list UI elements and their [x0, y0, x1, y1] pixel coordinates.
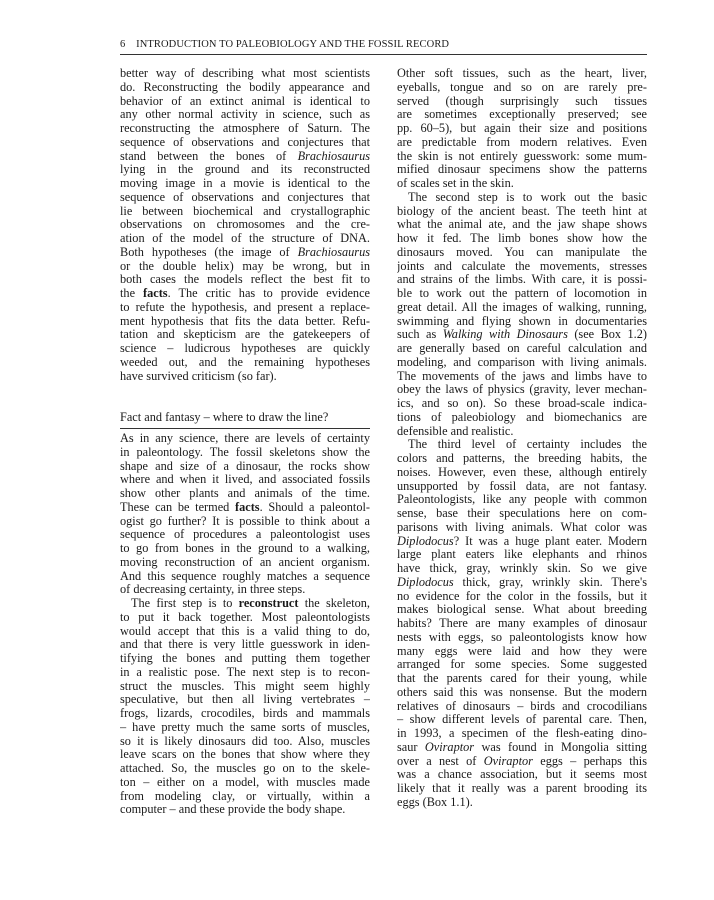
text-line: eggs (Box 1.1). — [397, 795, 473, 809]
text-line: ton – either on a model, with muscles made — [120, 775, 370, 789]
text-line: or the double helix) may be wrong, but in — [120, 259, 370, 273]
text-line: would accept that this is a valid thing to do, — [120, 624, 370, 638]
text-line: saur Oviraptor was found in Mongolia sitting — [397, 740, 647, 754]
text-line: that the parents cared for their young, while — [397, 672, 647, 685]
text-line: speculative, but then all living vertebrates – — [120, 693, 370, 707]
text-line: in paleontology. The fossil skeletons show the — [120, 445, 370, 459]
text-line: ation of the model of the structure of DNA. — [120, 232, 370, 245]
text-line: in 1993, a specimen of the flesh-eating dino- — [397, 727, 647, 740]
text-line: have thick, gray, wrinkly skin. So we give — [397, 562, 647, 575]
text-line: sequence of procedures a paleontologist uses — [120, 528, 370, 542]
right-paragraphs — [397, 67, 647, 810]
text-line: nests with eggs, so paleontologists know how — [397, 630, 647, 644]
text-line: tation and skepticism are the gatekeepers of — [120, 328, 370, 342]
text-line: sense, base their speculations here on com- — [397, 507, 647, 520]
text-line: arranged for some species. Some suggested — [397, 658, 647, 672]
text-line: both cases the models reflect the best fit to — [120, 273, 370, 287]
text-line: frogs, lizards, crocodiles, birds and mammals — [120, 707, 370, 720]
text-line: do. Reconstructing the bodily appearance and — [120, 80, 370, 94]
text-line: show other plants and animals of the time. — [120, 487, 370, 500]
text-line: and that there is very little guesswork in iden- — [120, 638, 370, 652]
text-line: behavior of an extinct animal is identical to — [120, 94, 370, 108]
text-line: As in any science, there are levels of certainty — [120, 432, 370, 445]
text-line: lie between biochemical and crystallographic — [120, 204, 370, 218]
text-line: And this sequence roughly matches a sequence — [120, 569, 370, 583]
text-line: colors and patterns, the breeding habits, the — [397, 452, 647, 465]
text-line: the skin is not entirely guesswork: some mum- — [397, 149, 647, 163]
text-line: The first step is to reconstruct the skeleton, — [131, 597, 370, 610]
text-line: tifying the bones and putting them together — [120, 652, 370, 665]
section-heading: Fact and fantasy – where to draw the line? — [120, 411, 370, 429]
text-line: to put it back together. Most paleontologists — [120, 610, 370, 624]
text-line: such as Walking with Dinosaurs (see Box 1.2) — [397, 328, 647, 342]
running-header — [120, 39, 647, 55]
text-line: attached. So, the muscles go on to the skele- — [120, 762, 370, 775]
text-line: how it fed. The limb bones show how the — [397, 232, 647, 245]
text-line: what the animal ate, and the jaw shape shows — [397, 218, 647, 232]
text-line: are sometimes exceptionally preserved; see — [397, 108, 647, 122]
text-line: moving image in a movie is identical to the — [120, 177, 370, 190]
text-line: relatives of dinosaurs – birds and crocodilians — [397, 699, 647, 713]
text-line: have survived criticism (so far). — [120, 369, 277, 383]
text-line: ics, and so on). So these broad-scale indica- — [397, 397, 647, 410]
text-line: computer – and these provide the body shape. — [120, 803, 346, 817]
text-line: These can be termed facts. Should a paleontol- — [120, 500, 370, 514]
text-line: are generally based on careful calculation and — [397, 342, 647, 355]
text-line: lying in the ground and its reconstructed — [120, 163, 370, 177]
text-line: mified dinosaur specimens show the patterns — [397, 163, 647, 177]
text-line: of decreasing certainty, in three steps. — [120, 583, 306, 597]
text-line: ment hypothesis that fits the data better. Refu- — [120, 314, 370, 328]
text-line: others said this was nonsense. But the modern — [397, 685, 647, 699]
text-line: defensible and realistic. — [397, 424, 514, 438]
text-line: dinosaurs moved. You can manipulate the — [397, 245, 647, 259]
text-line: the facts. The critic has to provide evidence — [120, 287, 370, 300]
text-line: likely that it really was a parent brooding its — [397, 782, 647, 795]
text-line: unsupported by fossil data, are not fantasy. — [397, 479, 647, 493]
text-line: where and when it lived, and associated fossils — [120, 473, 370, 487]
text-line: modeling, and comparison with living animals. — [397, 355, 647, 369]
text-line: ogist go further? It is possible to think about a — [120, 514, 370, 528]
text-line: obey the laws of physics (gravity, lever mechan- — [397, 383, 647, 397]
text-line: stand between the bones of Brachiosaurus — [120, 149, 370, 163]
text-line: shape and size of a dinosaur, the rocks show — [120, 459, 370, 473]
text-line: moving reconstruction of an ancient organism. — [120, 555, 370, 569]
text-line: habits? There are many examples of dinosaur — [397, 617, 647, 630]
text-line: from modeling clay, or virtually, within a — [120, 789, 370, 803]
text-line: weeded out, and the remaining hypotheses — [120, 355, 370, 369]
text-line: no evidence for the color in the fossils, but it — [397, 589, 647, 603]
text-line: parisons with living animals. What color was — [397, 520, 647, 534]
text-line: makes biological sense. What about breeding — [397, 603, 647, 617]
text-line: ble to work out the pattern of locomotion in — [397, 287, 647, 300]
text-line: tions of paleobiology and biomechanics are — [397, 410, 647, 424]
text-line: many eggs were laid and how they were — [397, 644, 647, 658]
text-line: to go from bones in the ground to a walking, — [120, 542, 370, 555]
text-line: The second step is to work out the basic — [408, 190, 647, 204]
text-line: Diplodocus thick, gray, wrinkly skin. There's — [397, 575, 647, 589]
text-line: to refute the hypothesis, and present a replace- — [120, 300, 370, 314]
text-line: served (though surprisingly such tissues — [397, 94, 647, 108]
text-line: noises. However, even these, although entirely — [397, 465, 647, 479]
left-top-paragraph — [120, 67, 370, 383]
text-line: better way of describing what most scientists — [120, 67, 370, 80]
text-line: large plant eaters like elephants and rhinos — [397, 548, 647, 562]
text-line: The third level of certainty includes the — [408, 438, 647, 452]
running-title: INTRODUCTION TO PALEOBIOLOGY AND THE FOSSIL RECORD — [136, 39, 450, 50]
text-line: in a realistic pose. The next step is to recon- — [120, 665, 370, 679]
page-number: 6 — [120, 39, 126, 50]
text-line: Other soft tissues, such as the heart, liver, — [397, 67, 647, 80]
text-line: leave scars on the bones that show where they — [120, 748, 370, 762]
right-column — [397, 67, 647, 810]
text-line: sequence of observations and conjectures that — [120, 135, 370, 149]
text-line: eyeballs, tongue and so on are rarely pre- — [397, 80, 647, 94]
text-line: swimming and flying shown in documentaries — [397, 314, 647, 328]
text-line: Diplodocus? It was a huge plant eater. Modern — [397, 534, 647, 548]
text-line: biology of the ancient beast. The teeth hint at — [397, 204, 647, 218]
text-line: was a chance association, but it seems most — [397, 768, 647, 782]
text-line: Both hypotheses (the image of Brachiosaurus — [120, 245, 370, 259]
text-line: joints and calculate the movements, stresses — [397, 259, 647, 273]
text-line: – show different levels of parental care. Then, — [397, 713, 647, 727]
text-line: and strains of the limbs. With care, it is possi- — [397, 273, 647, 287]
text-line: The movements of the jaws and limbs have to — [397, 369, 647, 383]
text-line: sequence of observations and conjectures that — [120, 190, 370, 204]
text-line: – have pretty much the same sorts of muscles, — [120, 720, 370, 734]
left-bottom-paragraphs — [120, 432, 370, 817]
text-line: are predictable from modern relatives. Even — [397, 135, 647, 149]
text-line: of scales set in the skin. — [397, 177, 514, 190]
text-line: over a nest of Oviraptor eggs – perhaps this — [397, 754, 647, 768]
text-line: reconstructing the atmosphere of Saturn. The — [120, 122, 370, 135]
text-line: great detail. All the images of walking, running, — [397, 300, 647, 314]
text-line: any other normal activity in science, such as — [120, 108, 370, 122]
text-line: science – ludicrous hypotheses are quickly — [120, 342, 370, 355]
text-line: Paleontologists, like any people with common — [397, 493, 647, 507]
text-line: observations on chromosomes and the cre- — [120, 218, 370, 232]
left-column — [120, 67, 370, 817]
text-line: pp. 60–5), but again their size and positions — [397, 122, 647, 135]
text-line: so it is likely dinosaurs did too. Also, muscles — [120, 734, 370, 748]
text-line: struct the muscles. This might seem highly — [120, 679, 370, 693]
